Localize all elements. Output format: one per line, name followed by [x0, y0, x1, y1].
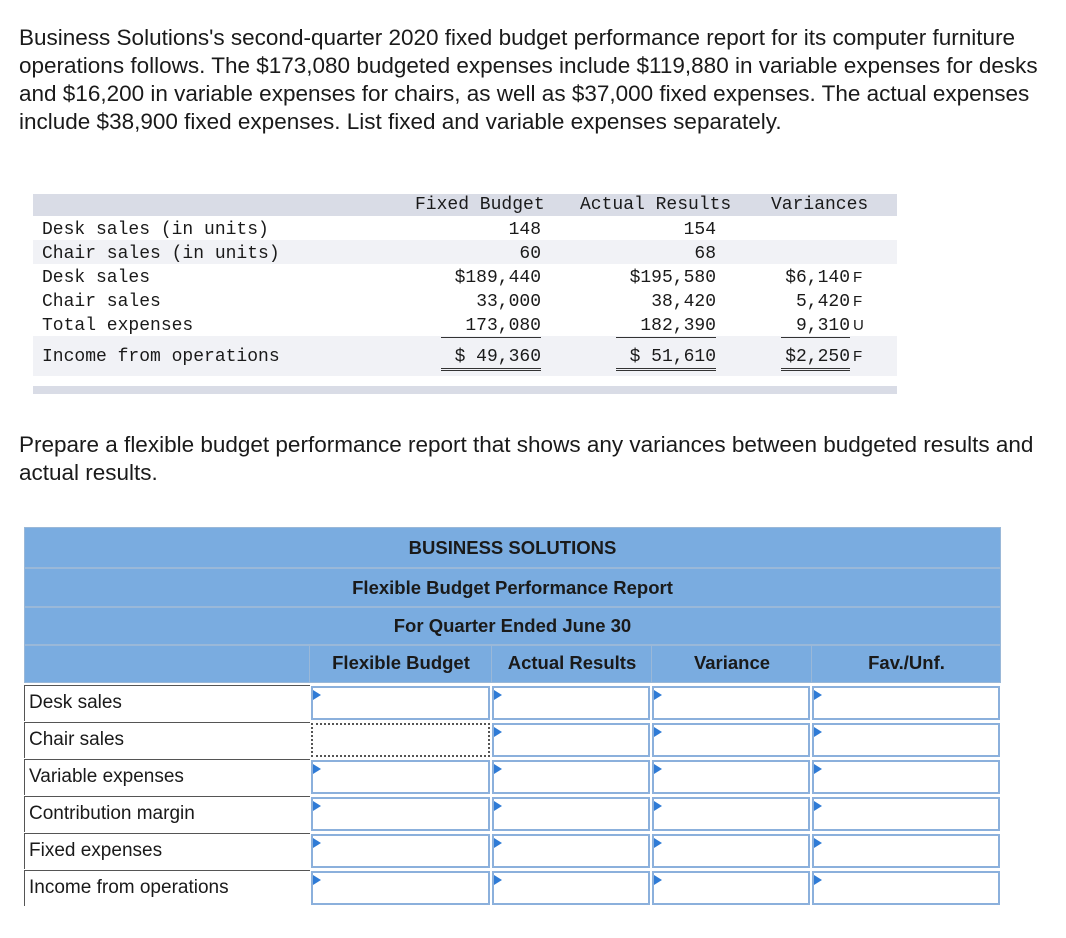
- income-variance-input[interactable]: [652, 871, 810, 905]
- row-label: Total expenses: [42, 316, 194, 336]
- input-marker-icon: [654, 801, 662, 811]
- input-marker-icon: [654, 764, 662, 774]
- row-label-desk-sales: Desk sales: [24, 685, 310, 721]
- divider: [491, 645, 492, 683]
- variable-expenses-flexible-input[interactable]: [311, 760, 490, 794]
- actual-value: 154: [683, 220, 716, 240]
- row-label: Desk sales: [42, 268, 151, 288]
- actual-value: 68: [694, 244, 716, 264]
- input-marker-icon: [814, 801, 822, 811]
- contribution-margin-actual-input[interactable]: [492, 797, 650, 831]
- company-name: BUSINESS SOLUTIONS: [24, 527, 1001, 568]
- variable-expenses-fav-unf-select[interactable]: [812, 760, 1000, 794]
- row-label: Desk sales (in units): [42, 220, 269, 240]
- report-title: Flexible Budget Performance Report: [24, 568, 1001, 607]
- row-label: Income from operations: [42, 347, 280, 367]
- instructions: Prepare a flexible budget performance report that shows any variances between budgeted results and actual results.: [19, 432, 1034, 485]
- variable-expenses-variance-input[interactable]: [652, 760, 810, 794]
- actual-value: 38,420: [651, 292, 716, 312]
- col-fav-unf: Fav./Unf.: [868, 652, 945, 673]
- input-marker-icon: [654, 875, 662, 885]
- desk-sales-flexible-input[interactable]: [311, 686, 490, 720]
- variance-flag: F: [853, 269, 863, 286]
- row-label-chair-sales: Chair sales: [24, 722, 310, 758]
- input-marker-icon: [494, 801, 502, 811]
- chair-sales-fav-unf-select[interactable]: [812, 723, 1000, 757]
- desk-sales-variance-input[interactable]: [652, 686, 810, 720]
- col-actual-results: Actual Results: [507, 652, 637, 673]
- budget-value: 60: [519, 244, 541, 264]
- variance-value: $6,140: [785, 268, 850, 288]
- budget-value: 173,080: [441, 315, 541, 338]
- col-header-actual-results: Actual Results: [580, 195, 732, 215]
- variance-flag: F: [853, 348, 863, 365]
- divider: [811, 645, 812, 683]
- contribution-margin-variance-input[interactable]: [652, 797, 810, 831]
- actual-value: 182,390: [616, 315, 716, 338]
- row-label: Chair sales (in units): [42, 244, 280, 264]
- income-actual-input[interactable]: [492, 871, 650, 905]
- budget-value: $ 49,360: [441, 346, 541, 371]
- fixed-expenses-actual-input[interactable]: [492, 834, 650, 868]
- col-flexible-budget: Flexible Budget: [332, 652, 470, 673]
- variance-value: 9,310: [781, 315, 850, 338]
- row-label: Chair sales: [42, 292, 161, 312]
- input-marker-icon: [814, 690, 822, 700]
- actual-value: $195,580: [629, 268, 716, 288]
- chair-sales-flexible-input[interactable]: [311, 723, 490, 757]
- input-marker-icon: [654, 838, 662, 848]
- actual-value: $ 51,610: [616, 346, 716, 371]
- income-flexible-input[interactable]: [311, 871, 490, 905]
- input-marker-icon: [494, 764, 502, 774]
- input-marker-icon: [313, 801, 321, 811]
- col-variance: Variance: [693, 652, 771, 673]
- divider: [309, 645, 310, 683]
- fixed-expenses-flexible-input[interactable]: [311, 834, 490, 868]
- input-marker-icon: [654, 727, 662, 737]
- desk-sales-fav-unf-select[interactable]: [812, 686, 1000, 720]
- col-header-variances: Variances: [771, 195, 869, 215]
- input-marker-icon: [313, 690, 321, 700]
- income-fav-unf-select[interactable]: [812, 871, 1000, 905]
- input-marker-icon: [313, 875, 321, 885]
- input-marker-icon: [494, 690, 502, 700]
- budget-value: 148: [508, 220, 541, 240]
- contribution-margin-fav-unf-select[interactable]: [812, 797, 1000, 831]
- divider: [651, 645, 652, 683]
- fixed-expenses-fav-unf-select[interactable]: [812, 834, 1000, 868]
- input-marker-icon: [494, 875, 502, 885]
- desk-sales-actual-input[interactable]: [492, 686, 650, 720]
- chair-sales-actual-input[interactable]: [492, 723, 650, 757]
- report-period: For Quarter Ended June 30: [24, 607, 1001, 645]
- problem-statement: Business Solutions's second-quarter 2020 fixed budget performance report for its computer furniture operations follows. The $173,080 budgeted expenses include $119,880 in variable expenses for desks and $16,200 in variable expenses for chairs, as well as $37,000 fixed expenses. The actual expenses include $38,900 fixed expenses. List fixed and variable expenses separately.: [19, 25, 1038, 134]
- input-marker-icon: [654, 690, 662, 700]
- input-marker-icon: [494, 727, 502, 737]
- footer-band: [33, 386, 897, 394]
- row-label-fixed-expenses: Fixed expenses: [24, 833, 310, 869]
- variance-flag: U: [853, 317, 864, 334]
- variance-value: 5,420: [795, 292, 850, 312]
- input-marker-icon: [814, 838, 822, 848]
- row-label-variable-expenses: Variable expenses: [24, 759, 310, 795]
- fixed-budget-report: [33, 194, 897, 394]
- col-header-fixed-budget: Fixed Budget: [415, 195, 545, 215]
- input-marker-icon: [313, 764, 321, 774]
- input-marker-icon: [313, 838, 321, 848]
- budget-value: 33,000: [476, 292, 541, 312]
- fixed-expenses-variance-input[interactable]: [652, 834, 810, 868]
- variable-expenses-actual-input[interactable]: [492, 760, 650, 794]
- row-label-income-from-operations: Income from operations: [24, 870, 310, 906]
- input-marker-icon: [494, 838, 502, 848]
- contribution-margin-flexible-input[interactable]: [311, 797, 490, 831]
- budget-value: $189,440: [454, 268, 541, 288]
- chair-sales-variance-input[interactable]: [652, 723, 810, 757]
- variance-flag: F: [853, 293, 863, 310]
- input-marker-icon: [814, 764, 822, 774]
- input-marker-icon: [814, 875, 822, 885]
- row-label-contribution-margin: Contribution margin: [24, 796, 310, 832]
- input-marker-icon: [814, 727, 822, 737]
- flexible-budget-report: [24, 527, 1001, 907]
- variance-value: $2,250: [781, 346, 850, 371]
